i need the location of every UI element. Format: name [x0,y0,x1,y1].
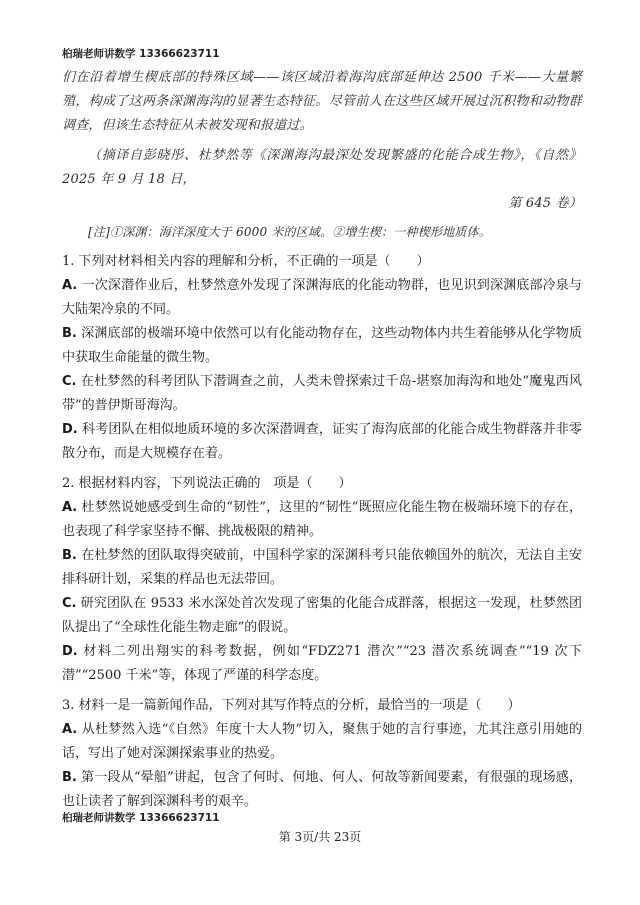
option-letter: D. [62,644,78,659]
option-d[interactable] [62,640,582,688]
option-b[interactable] [62,766,582,814]
option-text: 科考团队在相似地质环境的多次深潜调查，证实了海沟底部的化能合成生物群落并非零散分布，而是大规模存在着。 [62,422,582,461]
option-letter: A. [62,722,78,737]
option-d[interactable] [62,418,582,466]
document-body [62,66,582,814]
option-text: 在杜梦然的团队取得突破前，中国科学家的深渊科考只能依赖国外的航次，无法自主安排科研计划，采集的样品也无法带回。 [62,548,582,587]
citation-volume: 第 645 卷） [508,196,582,211]
question-stem: 3. 材料一是一篇新闻作品，下列对其写作特点的分析，最恰当的一项是（ ） [62,698,521,713]
option-text: 一次深潜作业后，杜梦然意外发现了深渊海底的化能动物群，也见识到深渊底部冷泉与大陆架冷泉的不同。 [62,278,582,317]
header-watermark: 桕瑞老师讲数学 13366623711 [62,48,220,60]
option-letter: A. [62,278,78,293]
option-a[interactable] [62,718,582,766]
footer-watermark: 桕瑞老师讲数学 13366623711 [62,812,220,824]
option-a[interactable] [62,274,582,322]
page-number: 第 3页/共 23页 [278,830,362,844]
option-letter: B. [62,326,77,341]
option-b[interactable] [62,544,582,592]
option-b[interactable] [62,322,582,370]
option-letter: C. [62,374,77,389]
option-text: 第一段从“晕船”讲起，包含了何时、何地、何人、何故等新闻要素，有很强的现场感，也让读者了解到深渊科考的艰辛。 [62,770,582,809]
option-a[interactable] [62,496,582,544]
citation: （摘译自彭晓彤、杜梦然等《深渊海沟最深处发现繁盛的化能合成生物》，《自然》2025 年 9 月 18 日， [62,148,582,187]
option-text: 深渊底部的极端环境中依然可以有化能动物存在，这些动物体内共生着能够从化学物质中获取生命能量的微生物。 [62,326,582,365]
question-stem: 2. 根据材料内容，下列说法正确的 项是（ ） [62,476,352,491]
option-text: 在杜梦然的科考团队下潜调查之前，人类未曾探索过千岛-堪察加海沟和地处“魔鬼西风带”的普伊斯哥海沟。 [62,374,582,413]
option-text: 研究团队在 9533 米水深处首次发现了密集的化能合成群落，根据这一发现，杜梦然团队提出了“全球性化能生物走廊”的假说。 [62,596,582,635]
option-letter: C. [62,596,77,611]
intro-paragraph: 们在沿着增生楔底部的特殊区域——该区域沿着海沟底部延伸达 2500 千米——大量繁殖，构成了这两条深渊海沟的显著生态特征。尽管前人在这些区域开展过沉积物和动物群调查，但该生态特征从未被发现和报道过。 [62,70,582,133]
option-letter: D. [62,422,78,437]
option-c[interactable] [62,592,582,640]
footnote: [注]①深渊：海洋深度大于 6000 米的区域。②增生楔：一种楔形地质体。 [88,225,491,239]
option-text: 材料二列出翔实的科考数据，例如“FDZ271 潜次”“23 潜次系统调查”“19 次下潜”“2500 千米”等，体现了严谨的科学态度。 [62,644,583,683]
option-c[interactable] [62,370,582,418]
question-2 [62,472,582,688]
option-text: 杜梦然说她感受到生命的“韧性”，这里的“韧性”既照应化能生物在极端环境下的存在，也表现了科学家坚持不懈、挑战极限的精神。 [62,500,582,539]
question-3 [62,694,582,814]
question-1 [62,250,582,466]
option-text: 从杜梦然入选“《自然》年度十大人物”切入，聚焦于她的言行事迹，尤其注意引用她的话，写出了她对深渊探索事业的热爱。 [62,722,582,761]
option-letter: B. [62,548,77,563]
question-stem: 1. 下列对材料相关内容的理解和分析，不正确的一项是（ ） [62,254,430,269]
option-letter: B. [62,770,77,785]
option-letter: A. [62,500,78,515]
